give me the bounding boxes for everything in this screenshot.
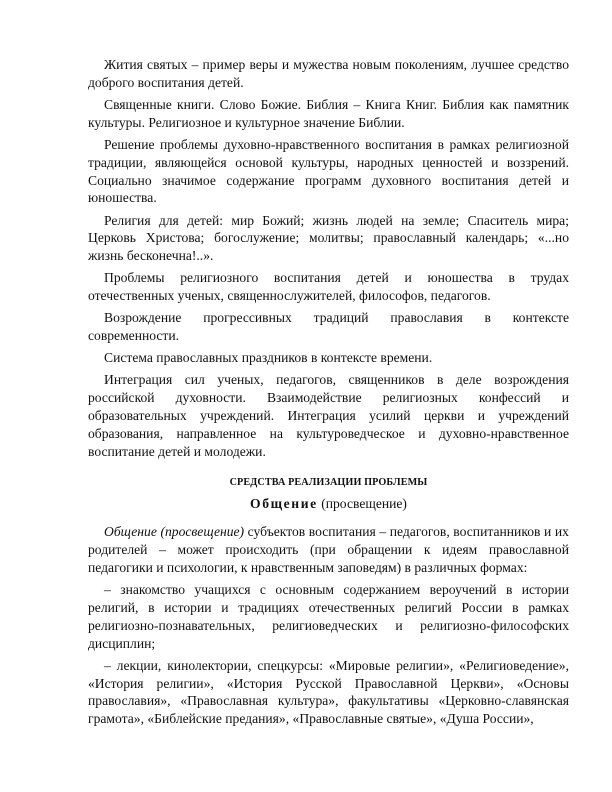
paragraph-religion-for-children: Религия для детей: мир Божий; жизнь людей на земле; Спаситель мира; Церковь Христова; богослужение; молитвы; православный календарь; «...но жизнь бесконечна!..». <box>88 212 569 264</box>
intro-rest: субъектов воспитания – педагогов, воспитанников и их родителей – может происходить (при обращении к идеям православной педагогики и психологии, к нравственным заповедям) в различных формах: <box>88 524 569 576</box>
paragraph-problems: Проблемы религиозного воспитания детей и юношества в трудах отечественных ученых, священнослужителей, философов, педагогов. <box>88 270 569 304</box>
paragraph-lives-of-saints: Жития святых – пример веры и мужества новым поколениям, лучшее средство доброго воспитания детей. <box>88 57 569 90</box>
subheading-normal: (просвещение) <box>317 496 407 512</box>
paragraph-spiritual-education: Решение проблемы духовно-нравственного воспитания в рамках религиозной традиции, являющейся основой культуры, народных ценностей и воззрений. Социально значимое содержание программ духовного воспитания детей и юношества. <box>88 136 569 206</box>
paragraph-integration: Интеграция сил ученых, педагогов, священников в деле возрождения российской духовности. Взаимодействие религиозных конфессий и образовательных учреждений. Интеграция усилий церкви и учреждений образования, направленное на культуроведческое и духовно-нравственное воспитание детей и молодежи. <box>88 372 569 459</box>
list-item-lectures: – лекции, кинолектории, спецкурсы: «Мировые религии», «Религиоведение», «История религии», «История Русской Православной Церкви», «Основы православия», «Православная культура», факультативы «Церковно-славянская грамота», «Библейские предания», «Православные святые», «Душа России», <box>88 657 569 727</box>
paragraph-revival: Возрождение прогрессивных традиций православия в контексте современности. <box>88 310 569 344</box>
paragraph-holy-books: Священные книги. Слово Божие. Библия – Книга Книг. Библия как памятник культуры. Религиозное и культурное значение Библии. <box>88 96 569 130</box>
intro-italic: Общение (просвещение) <box>104 524 245 540</box>
paragraph-intro <box>88 523 569 576</box>
subheading <box>88 495 569 513</box>
paragraph-holidays: Система православных праздников в контексте времени. <box>104 350 433 366</box>
subheading-bold: Общение <box>250 496 318 512</box>
section-heading: СРЕДСТВА РЕАЛИЗАЦИИ ПРОБЛЕМЫ <box>229 477 428 489</box>
list-item-familiarization: – знакомство учащихся с основным содержанием вероучений в истории религий, в истории и традициях отечественных религий России в рамках религиозно-познавательных, религиоведческих и религиозно-философских дисциплин; <box>88 582 569 651</box>
